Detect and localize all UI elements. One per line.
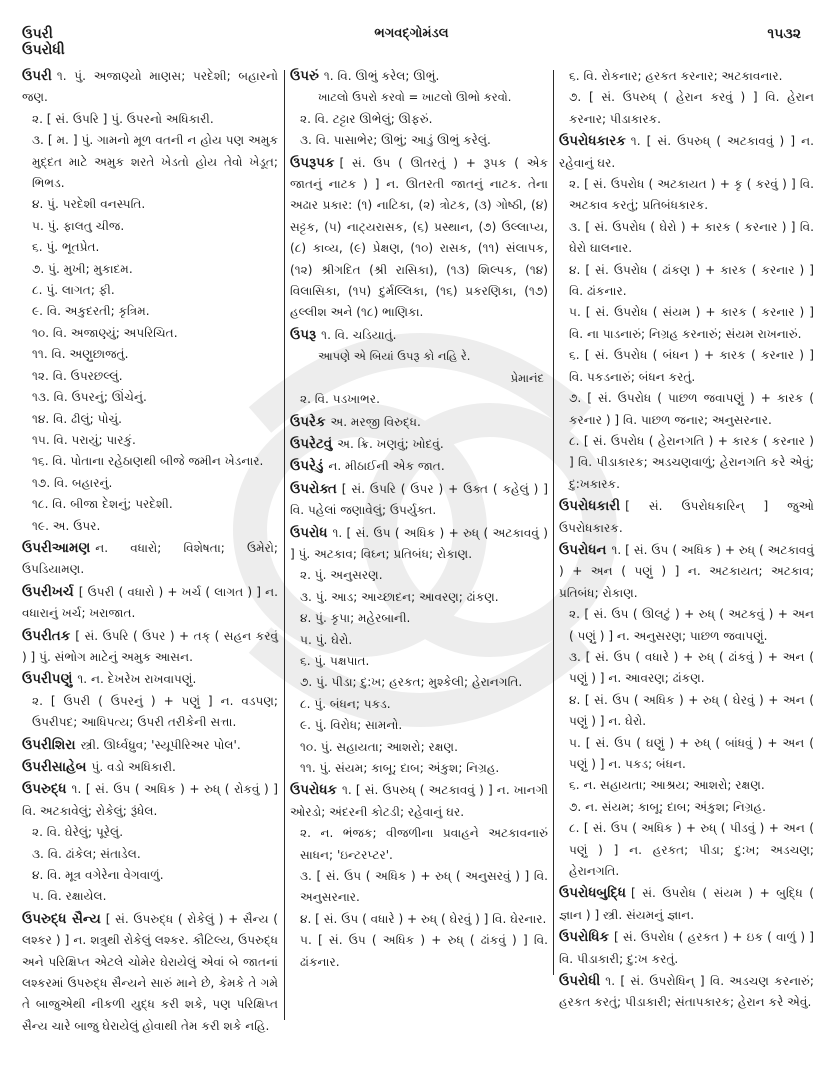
usage-example: ખાટલો ઉપરો કરવો = ખાટલો ઊભો કરવો. xyxy=(318,90,512,105)
sense-line xyxy=(559,496,814,539)
sense-line xyxy=(290,587,548,608)
sense-text: ૧. [ સં. ઉપ ( અધિક ) + રુધ્ ( અટકાવવું ) ] પું. અટકાવ; વિઘ્ન; પ્રતિબંધ; રોકાણ. xyxy=(290,525,548,561)
sense-text: ૪. પું. પરદેશી વનસ્પતિ. xyxy=(32,197,146,212)
sense-line xyxy=(290,608,548,629)
dictionary-entry xyxy=(290,66,548,152)
sense-line xyxy=(22,451,278,472)
sense-line xyxy=(290,930,548,973)
sense-line xyxy=(290,651,548,672)
sense-line xyxy=(290,456,548,477)
sense-line xyxy=(22,130,278,194)
sense-text: ૬. [ સં. ઉપરોધ ( બંધન ) + કારક ( કરનાર ) ] વિ. પકડનારું; બંધન કરતું. xyxy=(569,348,814,384)
sense-text: ૫. વિ. રક્ષાયેલ. xyxy=(32,889,107,904)
sense-text: ૨. [ સં. ઉપરોધ ( અટકાયત ) + કૃ ( કરવું ) ] વિ. અટકાવ કરતું; પ્રતિબંધકારક. xyxy=(569,177,814,213)
headword: ઉપરેડું xyxy=(290,458,324,475)
dictionary-entry xyxy=(290,780,548,973)
sense-text: ૧૯. અ. ઉપર. xyxy=(32,518,101,533)
sense-text: ન. વધારો; વિશેષતા; ઉમેરો; ઉપડિયામણ. xyxy=(22,540,278,577)
sense-text: ૭. [ સં. ઉપરોધ ( પાછળ જવાપણું ) + કારક ( કરનાર ) ] વિ. પાછળ જનાર; અનુસરનાર. xyxy=(569,391,814,427)
sense-line xyxy=(559,131,814,174)
sense-text: ૩. [ સં. ઉપ ( અધિક ) + રુધ્ ( અનુસરવું ) ] વિ. અનુસરનાર. xyxy=(300,869,548,905)
headword: ઉપરૂપક xyxy=(290,154,335,171)
sense-line xyxy=(290,153,548,324)
sense-text: ૨. [ ઉપરી ( ઉપરનું ) + પણું ] ન. વડપણ; ઉપરીપદ; આધિપત્ય; ઉપરી તરીકેની સત્તા. xyxy=(32,693,278,730)
sense-text: ૪. [ સં. ઉપ ( વધારે ) + રુધ્ ( ઘેરવું ) ] વિ. ઘેરનાર. xyxy=(300,911,547,926)
sense-line xyxy=(559,260,814,303)
sense-text: ૧. ન. દેખરેખ રાખવાપણું. xyxy=(77,672,197,687)
guide-word-last: ઉપરોધી xyxy=(22,42,65,58)
column-divider xyxy=(553,70,554,975)
sense-line xyxy=(22,216,278,237)
sense-line xyxy=(290,565,548,586)
dictionary-entry xyxy=(22,909,278,1037)
dictionary-entry xyxy=(22,626,278,669)
sense-text: પું. વડો અધિકારી. xyxy=(91,760,176,774)
sense-line xyxy=(559,217,814,260)
sense-text: ૧૦. વિ. અજાણ્યું; અપરિચિત. xyxy=(32,325,178,340)
dictionary-entry xyxy=(290,325,548,411)
sense-text: ૧. વિ. ચડિયાતું. xyxy=(321,327,397,342)
sense-text: ૫. [ સં. ઉપ ( અધિક ) + રુધ્ ( ઢાંકવું ) ] વિ. ઢાંકનાર. xyxy=(300,933,548,969)
headword: ઉપરોક્ત xyxy=(290,480,337,497)
sense-line xyxy=(290,523,548,566)
sense-line xyxy=(22,280,278,301)
sense-line xyxy=(22,409,278,430)
sense-text: [ સં. ઉપરિ ( ઉપર ) + ઉક્ત ( કહેલું ) ] વિ. પહેલાં જણાવેલું; ઉપર્યુક્ત. xyxy=(290,481,548,518)
dictionary-entry xyxy=(559,971,814,1014)
headword: ઉપરોધકારી xyxy=(559,498,621,515)
sense-text: ૭. પું. મુખી; મુકાદમ. xyxy=(32,261,133,276)
sense-text: ૨. [ સં. ઉપ ( ઊલટું ) + રુધ્ ( અટકવું ) + અન ( પણું ) ] ન. અનુસરણ; પાછળ જવાપણું. xyxy=(569,607,814,643)
sense-text: ૬. પું. પક્ષપાત. xyxy=(300,653,370,668)
sense-text: ૨. ન. ભંજક; વીજળીના પ્રવાહને અટકાવનારું સાધન; 'ઇન્ટરપ્ટર'. xyxy=(300,826,548,862)
sense-text: ૨. પું. અનુસરણ. xyxy=(300,568,383,583)
headword: ઉપરીસાહેબ xyxy=(22,759,87,775)
sense-line xyxy=(290,434,548,455)
sense-line xyxy=(22,538,278,581)
sense-text: ૧. પું. અજાણ્યો માણસ; પરદેશી; બહારનો જણ. xyxy=(22,69,278,105)
sense-line xyxy=(559,647,814,690)
headword: ઉપરીઆમણ xyxy=(22,539,91,556)
sense-text: [ સં. ઉપરોધ ( સંયમ ) + બુદ્ધિ ( જ્ઞાન ) ] સ્ત્રી. સંયમનું જ્ઞાન. xyxy=(559,886,814,922)
sense-text: ૩. વિ. પાસાભેર; ઊભું; આડું ઊભું કરેલું. xyxy=(300,133,491,148)
headword: ઉપરોધકારક xyxy=(559,133,626,150)
sense-text: ૩. પું. આડ; આચ્છાદન; આવરણ; ઢાંકણ. xyxy=(300,589,499,604)
headword: ઉપરોધિક xyxy=(559,929,610,946)
sense-line xyxy=(290,909,548,930)
headword: ઉપરોધી xyxy=(559,973,601,990)
dictionary-entry xyxy=(559,496,814,539)
column-2 xyxy=(290,66,548,1071)
dictionary-entry xyxy=(22,779,278,907)
dictionary-entry xyxy=(559,131,814,495)
sense-text: ન. મીઠાઈની એક જાત. xyxy=(328,459,445,474)
dictionary-entry xyxy=(22,757,278,778)
sense-text: ૧. વિ. ઊભું કરેલ; ઊભું. xyxy=(323,69,440,83)
headword: ઉપરોધબુદ્ધિ xyxy=(559,885,626,902)
sense-line xyxy=(22,822,278,843)
sense-text: ૧૭. વિ. બહારનું. xyxy=(32,475,113,490)
sense-line xyxy=(290,368,548,389)
sense-line xyxy=(22,473,278,494)
dictionary-entry xyxy=(290,456,548,477)
dictionary-entry xyxy=(559,883,814,926)
sense-line xyxy=(22,66,278,109)
sense-text: ૨. [ સં. ઉપરિ ] પું. ઉપરનો અધિકારી. xyxy=(32,111,214,126)
dictionary-entry xyxy=(290,523,548,780)
dictionary-entry xyxy=(559,540,814,883)
sense-line xyxy=(559,66,814,87)
sense-line xyxy=(290,412,548,433)
headword: ઉપરીખર્ચ xyxy=(22,583,74,600)
sense-line xyxy=(290,866,548,909)
dictionary-entry xyxy=(22,582,278,625)
column-1 xyxy=(22,66,278,1071)
sense-line xyxy=(22,109,278,130)
sense-line xyxy=(559,797,814,818)
sense-text: ૧૧. વિ. અણુછાજતું. xyxy=(32,347,129,362)
running-title: ભગવદ્‌ગોમંડલ xyxy=(374,26,449,41)
headword: ઉપરેટવું xyxy=(290,435,333,452)
sense-line xyxy=(559,388,814,431)
headword: ઉપરેક xyxy=(290,413,326,430)
dictionary-entry xyxy=(290,479,548,522)
headword: ઉપરીપણું xyxy=(22,671,73,688)
sense-line xyxy=(22,691,278,734)
dictionary-entry xyxy=(559,927,814,970)
sense-text: ૨. વિ. પડખાભર. xyxy=(300,392,380,407)
sense-text: ૧૫. વિ. પરાયું; પારકું. xyxy=(32,432,136,447)
sense-line xyxy=(22,430,278,451)
sense-line xyxy=(22,669,278,690)
sense-text: ૯. વિ. અકુદરતી; કૃત્રિમ. xyxy=(32,304,150,319)
sense-text: ૮. [ સં. ઉપ ( અધિક ) + રુધ્ ( પીડવું ) + અન ( પણું ) ] ન. હરકત; પીડા; દુ:ખ; અડચણ; હેરાનગતિ. xyxy=(569,821,814,879)
headword: ઉપરું xyxy=(290,68,319,84)
usage-example: આપણે એ બિયાં ઉપરૂ કો નહિ રે. xyxy=(318,349,471,364)
dictionary-entry xyxy=(290,412,548,433)
column-3 xyxy=(559,66,814,1071)
sense-text: ૪. [ સં. ઉપ ( અધિક ) + રુધ્ ( ઘેરવું ) + અન ( પણું ) ] ન. ઘેરો. xyxy=(569,692,814,729)
sense-line xyxy=(559,971,814,1014)
sense-text: ૪. પું. કૃપા; મહેરબાની. xyxy=(300,611,411,626)
sense-line xyxy=(22,844,278,865)
sense-line xyxy=(290,758,548,779)
sense-line xyxy=(290,823,548,866)
sense-line xyxy=(22,735,278,756)
column-divider xyxy=(284,70,285,1020)
sense-line xyxy=(22,194,278,215)
sense-line xyxy=(559,927,814,970)
sense-line xyxy=(559,174,814,217)
sense-line xyxy=(290,66,548,87)
guide-word-first: ઉપરી xyxy=(22,26,53,42)
headword: ઉપરીતક xyxy=(22,627,71,644)
sense-line xyxy=(22,494,278,515)
sense-text: ૧. [ સં. ઉપ ( અધિક ) + રુધ્ ( અટકાવવું ) + અન ( પણું ) ] ન. અટકાયત; અટકાવ; પ્રતિબંધ; રોકાણ. xyxy=(559,542,814,600)
sense-text: સ્ત્રી. ઊર્ધ્વધ્રુવ; 'સ્યૂપીરિઅર પોલ'. xyxy=(80,737,241,752)
sense-text: ૬. વિ. રોકનાર; હરકત કરનાર; અટકાવનાર. xyxy=(569,69,783,83)
sense-text: ૫. પું. ફાલતુ ચીજ. xyxy=(32,218,125,233)
sense-line xyxy=(22,259,278,280)
sense-line xyxy=(559,87,814,130)
page-header xyxy=(22,26,801,62)
sense-line xyxy=(22,301,278,322)
sense-line xyxy=(22,757,278,778)
sense-line xyxy=(22,237,278,258)
sense-text: [ ઉપરી ( વધારો ) + ખર્ચ ( લાગત ) ] ન. વધારાનું ખર્ચ; ખરાજાત. xyxy=(22,584,278,621)
sense-text: ૮. પું. બંધન; પકડ. xyxy=(300,696,391,711)
sense-line xyxy=(290,737,548,758)
sense-line xyxy=(290,346,548,367)
sense-line xyxy=(559,345,814,388)
sense-text: ૩. [ સં. ઉપ ( વધારે ) + રુધ્ ( ઢાંકવું ) + અન ( પણું ) ] ન. આવરણ; ઢાંકણ. xyxy=(569,649,814,686)
sense-line xyxy=(290,694,548,715)
sense-text: ૩. વિ. ઢાંકેલ; સંતાડેલ. xyxy=(32,846,141,861)
dictionary-entry xyxy=(290,153,548,324)
sense-line xyxy=(559,540,814,604)
sense-text: અ. ક્રિ. ખણવું; ખોદવું. xyxy=(337,436,444,451)
sense-text: ૧૩. વિ. ઉપરનું; ઊંચેનું. xyxy=(32,390,147,405)
sense-text: ૧૮. વિ. બીજા દેશનું; પરદેશી. xyxy=(32,497,173,512)
quote-attribution: પ્રેમાનંદ xyxy=(510,370,544,385)
sense-line xyxy=(22,779,278,822)
sense-text: ૨. વિ. ઘેરેલું; પૂરેલું. xyxy=(32,825,124,840)
sense-text: ૧૦. પું. સહાયતા; આશરો; રક્ષણ. xyxy=(300,739,458,754)
headword: ઉપરુદ્ધ સૈન્ય xyxy=(22,910,101,927)
headword: ઉપરુદ્ધ xyxy=(22,781,67,798)
sense-line xyxy=(22,387,278,408)
sense-line xyxy=(22,865,278,886)
headword: ઉપરીશિરા xyxy=(22,736,76,753)
sense-text: ૧. [ સં. ઉપરુધ્ ( અટકાવવું ) ] ન. રહેવાનું ઘર. xyxy=(559,134,814,170)
sense-line xyxy=(290,479,548,522)
sense-text: ૧૨. વિ. ઉપરછલ્લું. xyxy=(32,368,123,383)
page-number: ૧૫૩૨ xyxy=(767,26,801,42)
dictionary-entry xyxy=(22,66,278,537)
headword: ઉપરોધન xyxy=(559,541,607,558)
sense-text: ૮. પું. લાગત; ફી. xyxy=(32,283,115,298)
sense-line xyxy=(22,366,278,387)
headword: ઉપરોધ xyxy=(290,524,328,541)
sense-text: [ સં. ઉપરિ ( ઉપર ) + તક્ ( સહન કરવું ) ] પું. સંભોગ માટેનું અમુક આસન. xyxy=(22,628,278,664)
sense-line xyxy=(559,604,814,647)
sense-line xyxy=(290,130,548,151)
sense-text: ૩. [ મ. ] પું. ગામનો મૂળ વતની ન હોય પણ અમુક મુદ્દત માટે અમુક શરતે ખેડતો હોય તેવો ખેડૂત; ભિભડ. xyxy=(32,133,278,191)
sense-text: ૪. [ સં. ઉપરોધ ( ઢાંકણ ) + કારક ( કરનાર ) ] વિ. ઢાંકનાર. xyxy=(569,262,814,299)
sense-line xyxy=(559,431,814,495)
sense-line xyxy=(22,323,278,344)
sense-text: ૫. પું. ઘેરો. xyxy=(300,632,353,647)
sense-line xyxy=(290,109,548,130)
sense-text: ૭. [ સં. ઉપરુધ્ ( હેરાન કરવું ) ] વિ. હેરાન કરનાર; પીડાકારક. xyxy=(569,90,814,126)
sense-text: ૮. [ સં. ઉપરોધ ( હેરાનગતિ ) + કારક ( કરનાર ) ] વિ. પીડાકારક; અડચણવાળું; હેરાનગતિ કરે એવું; દુ:ખકારક. xyxy=(569,433,814,491)
sense-text: ૬. પું. ભૂતપ્રેત. xyxy=(32,240,100,255)
sense-line xyxy=(22,344,278,365)
dictionary-entry xyxy=(22,735,278,756)
sense-text: ૧. [ સં. ઉપરુધ્ ( અટકાવવું ) ] ન. ખાનગી ઓરડો; અંદરની કોટડી; રહેવાનું ઘર. xyxy=(290,783,548,819)
sense-line xyxy=(22,626,278,669)
sense-line xyxy=(22,886,278,907)
sense-line xyxy=(22,909,278,1037)
dictionary-entry xyxy=(22,669,278,733)
sense-text: અ. મરજી વિરુદ્ધ. xyxy=(330,414,421,429)
sense-line xyxy=(290,87,548,108)
dictionary-entry xyxy=(559,66,814,130)
sense-text: ૫. [ સં. ઉપ ( ઘણું ) + રુધ્ ( બાંધવું ) + અન ( પણું ) ] ન. પકડ; બંધન. xyxy=(569,735,814,771)
headword: ઉપરી xyxy=(22,68,52,84)
sense-text: ૧૪. વિ. ઢીલું; પોચું. xyxy=(32,411,122,426)
sense-text: [ સં. ઉપરોધ ( હરકત ) + ઇક ( વાળું ) ] વિ. પીડાકારી; દુ:ખ કરતું. xyxy=(559,930,814,966)
sense-text: ૭. પું. પીડા; દુ:ખ; હરકત; મુશ્કેલી; હેરાનગતિ. xyxy=(300,675,523,690)
sense-text: ૬. ન. સહાયતા; આશ્રય; આશરો; રક્ષણ. xyxy=(569,778,765,793)
headword: ઉપરૂ xyxy=(290,326,317,343)
sense-line xyxy=(22,516,278,537)
sense-line xyxy=(559,690,814,733)
sense-text: ૨. વિ. ટટ્ટાર ઊભેલું; ઊફરું. xyxy=(300,111,433,126)
sense-line xyxy=(22,582,278,625)
sense-text: ૩. [ સં. ઉપરોધ ( ઘેરો ) + કારક ( કરનાર ) ] વિ. ઘેરો ઘાલનાર. xyxy=(569,219,814,256)
sense-text: ૭. ન. સંયમ; કાબૂ; દાબ; અંકુશ; નિગ્રહ. xyxy=(569,799,766,814)
sense-text: ૧૬. વિ. પોતાના રહેઠાણથી બીજે જમીન ખેડનાર. xyxy=(32,454,264,469)
dictionary-entry xyxy=(22,538,278,581)
sense-text: ૯. પું. વિરોધ; સામનો. xyxy=(300,718,403,733)
sense-line xyxy=(290,325,548,346)
sense-text: [ સં. ઉપરોધકારિન્ ] જુઓ ઉપરોધકારક. xyxy=(559,499,814,535)
sense-line xyxy=(290,780,548,823)
dictionary-columns xyxy=(22,66,814,1071)
dictionary-entry xyxy=(290,434,548,455)
sense-line xyxy=(290,715,548,736)
sense-line xyxy=(290,389,548,410)
sense-line xyxy=(559,733,814,776)
sense-line xyxy=(559,775,814,796)
sense-text: ૧૧. પું. સંયમ; કાબૂ; દાબ; અંકુશ; નિગ્રહ. xyxy=(300,761,500,775)
sense-text: [ સં. ઉપ ( ઊતરતું ) + રૂપક ( એક જાતનું નાટક ) ] ન. ઊતરતી જાતનું નાટક. તેના અઢાર પ્રકાર: (૧) નાટિકા, (૨) ત્રોટક, (૩) ગોષ્ઠી, (૪) સટ્ટક, (૫) નાટ્યરાસક, (૬) પ્રસ્થાન, (૭) ઉલ્લાપ્ય, (૮) કાવ્ય, (૯) પ્રેક્ષણ, (૧૦) રાસક, (૧૧) સંલાપક, (૧૨) શ્રીગદિત (શ્રી રાસિકા), (૧૩) શિલ્પક, (૧૪) વિલાસિકા, (૧૫) દુર્મલ્લિકા, (૧૬) પ્રકરણિકા, (૧૭) હલ્લીશ અને (૧૮) ભાણિકા. xyxy=(290,155,548,320)
sense-line xyxy=(290,630,548,651)
sense-line xyxy=(559,302,814,345)
sense-text: [ સં. ઉપરુદ્ધ ( રોકેલું ) + સૈન્ય ( લશ્કર ) ] ન. શત્રુથી રોકેલું લશ્કર. કૌટિલ્ય, ઉપરુદ્ધ અને પરિક્ષિપ્ત એટલે ચોમેર ઘેરાયેલું એવાં બે જાતનાં લશ્કરમાં ઉપરુદ્ધ સૈન્યને સારું માને છે, કેમકે તે ગમે તે બાજુએથી નીકળી યુદ્ધ કરી શકે, પણ પરિક્ષિપ્ત સૈન્ય ચારે બાજુ ઘેરાયેલું હોવાથી તેમ કરી શકે નહિ. xyxy=(22,911,278,1033)
sense-text: ૪. વિ. મૂત્ર વગેરેના વેગવાળું. xyxy=(32,868,164,883)
headword: ઉપરોધક xyxy=(290,782,337,799)
sense-text: ૧. [ સં. ઉપ ( અધિક ) + રુધ્ ( રોકવું ) ] વિ. અટકાવેલું; રોકેલું; રૂંધેલ. xyxy=(22,782,278,818)
sense-text: ૧. [ સં. ઉપરોધિન્ ] વિ. અડચણ કરનારું; હરકત કરતું; પીડાકારી; સંતાપકારક; હેરાન કરે એવું. xyxy=(559,974,814,1010)
sense-text: ૫. [ સં. ઉપરોધ ( સંયમ ) + કારક ( કરનાર ) ] વિ. ના પાડનારું; નિગ્રહ કરનારું; સંયમ રાખનારું. xyxy=(569,305,814,341)
sense-line xyxy=(290,672,548,693)
sense-line xyxy=(559,883,814,926)
sense-line xyxy=(559,818,814,882)
